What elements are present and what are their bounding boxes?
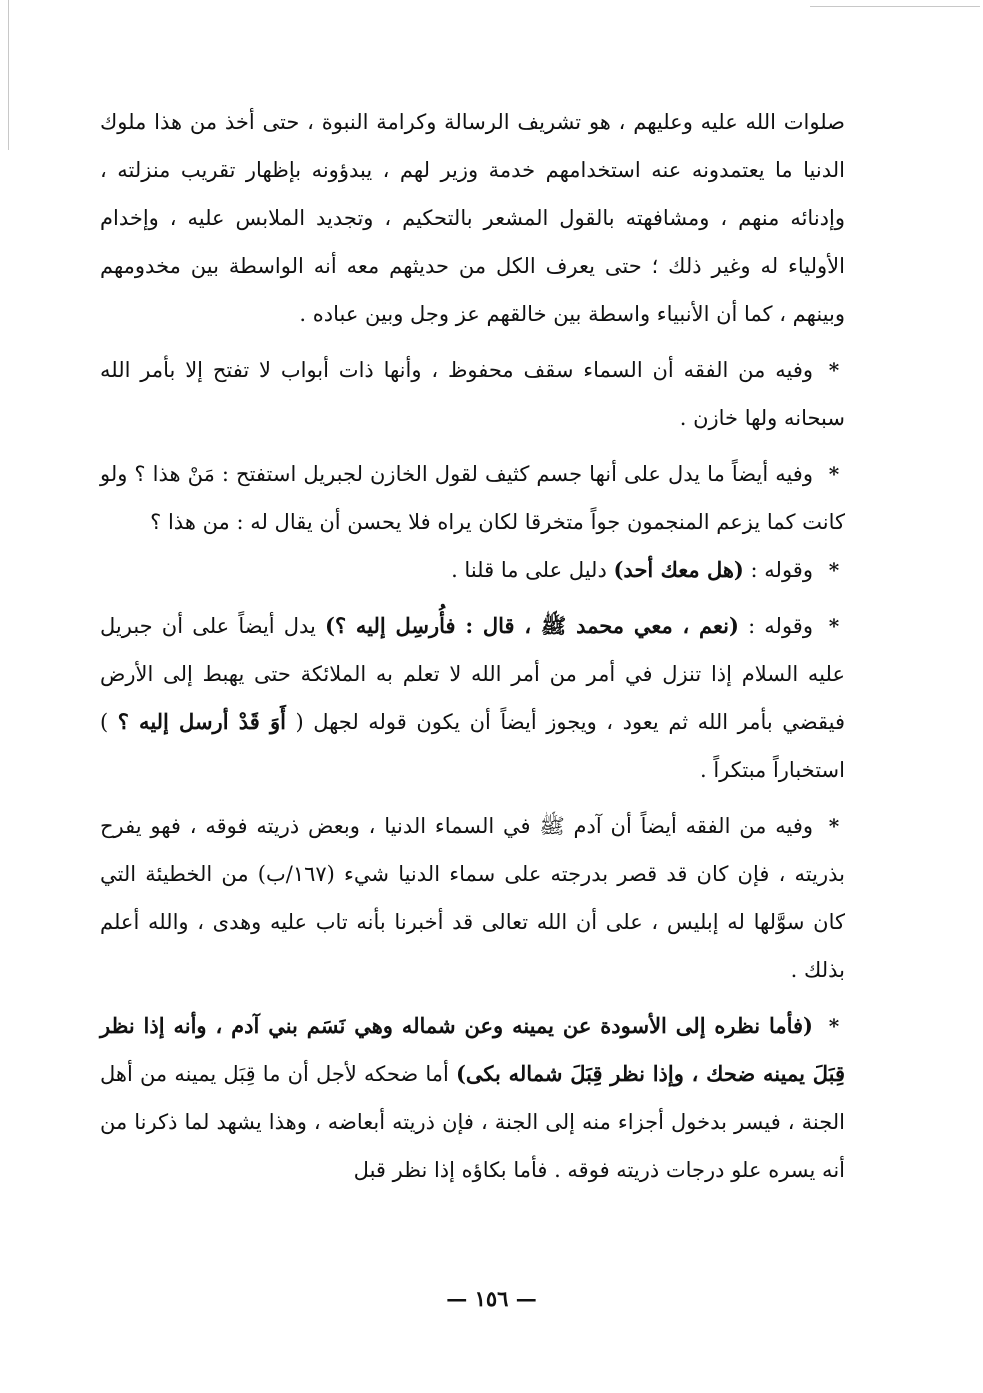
page-number: — ١٥٦ — bbox=[446, 1286, 537, 1311]
paragraph-6-text: وفيه من الفقه أيضاً أن آدم ﷺ في السماء الدنيا ، وبعض ذريته فوقه ، فهو يفرح بذريته ، فإن كان قد قصر بدرجته على سماء الدنيا شيء (١٦٧/ب) من الخطيئة التي كان سوَّلها له إبليس ، على أن الله تعالى قد أخبرنا بأنه تاب عليه وهدى ، والله أعلم بذلك . bbox=[100, 814, 845, 982]
bullet-star-icon: * bbox=[828, 462, 840, 486]
paragraph-5-text-c: ) استخباراً مبتكراً . bbox=[100, 710, 845, 782]
paragraph-4-text-a: وقوله : bbox=[743, 558, 813, 582]
paragraph-5-text-b: يدل أيضاً على أن جبريل عليه السلام إذا تنزل في أمر من أمر الله لا تعلم به الملائكة حتى يهبط إلى الأرض فيقضي بأمر الله ثم يعود ، ويجوز أيضاً أن يكون قوله لجهل ( bbox=[100, 614, 845, 734]
paragraph-5-text-a: وقوله : bbox=[738, 614, 813, 638]
paragraph-5-quote-2: أَوَ قَدْ أرسل إليه ؟ bbox=[117, 709, 286, 734]
paragraph-1-text: صلوات الله عليه وعليهم ، هو تشريف الرسالة وكرامة النبوة ، حتى أخذ من هذا ملوك الدنيا ما يعتمدونه عنه استخدامهم خدمة وزير لهم ، يبدؤونه بإظهار تقريب منزلته ، وإدنائه منهم ، ومشافهته بالقول المشعر بالتحكيم ، وتجديد الملابس عليه ، وإخدام الأولياء له وغير ذلك ؛ حتى يعرف الكل من حديثهم معه أنه الواسطة بين مخدومهم وبينهم ، كما أن الأنبياء واسطة بين خالقهم عز وجل وبين عباده . bbox=[100, 110, 845, 326]
body-text bbox=[100, 98, 845, 1194]
paragraph-1 bbox=[100, 98, 845, 338]
paragraph-4-quote: (هل معك أحد) bbox=[613, 557, 744, 582]
bullet-star-icon: * bbox=[828, 358, 840, 382]
paragraph-5-quote-1: (نعم ، معي محمد ﷺ ، قال : فأُرسِل إليه ؟) bbox=[325, 613, 739, 638]
paragraph-2-text: وفيه من الفقه أن السماء سقف محفوظ ، وأنها ذات أبواب لا تفتح إلا بأمر الله سبحانه ولها خازن . bbox=[100, 358, 845, 430]
scan-artifact-top bbox=[810, 6, 980, 7]
paragraph-7-quote: (فأما نظره إلى الأسودة عن يمينه وعن شماله وهي نَسَم بني آدم ، وأنه إذا نظر قِبَلَ يمينه ضحك ، وإذا نظر قِبَلَ شماله بكى) bbox=[100, 1013, 846, 1086]
paragraph-4-text-b: دليل على ما قلنا . bbox=[451, 558, 614, 582]
paragraph-4 bbox=[100, 546, 845, 594]
paragraph-5 bbox=[100, 602, 845, 794]
paragraph-2 bbox=[100, 346, 845, 442]
paragraph-3 bbox=[100, 450, 845, 546]
bullet-star-icon: * bbox=[828, 614, 840, 638]
paragraph-7-text: أما ضحكه لأجل أن ما قِبَل يمينه من أهل الجنة ، فيسر بدخول أجزاء منه إلى الجنة ، فإن ذريته أبعاضه ، وهذا يشهد لما ذكرنا من أنه يسره علو درجات ذريته فوقه . فأما بكاؤه إذا نظر قبل bbox=[100, 1062, 845, 1182]
scan-artifact-left bbox=[8, 0, 9, 150]
paragraph-6 bbox=[100, 802, 845, 994]
bullet-star-icon: * bbox=[828, 814, 840, 838]
paragraph-3-text: وفيه أيضاً ما يدل على أنها جسم كثيف لقول الخازن لجبريل استفتح : مَنْ هذا ؟ ولو كانت كما يزعم المنجمون جواً متخرقا لكان يراه فلا يحسن أن يقال له : من هذا ؟ bbox=[100, 462, 845, 534]
bullet-star-icon: * bbox=[828, 558, 840, 582]
bullet-star-icon: * bbox=[828, 1014, 840, 1038]
paragraph-7 bbox=[100, 1002, 845, 1194]
